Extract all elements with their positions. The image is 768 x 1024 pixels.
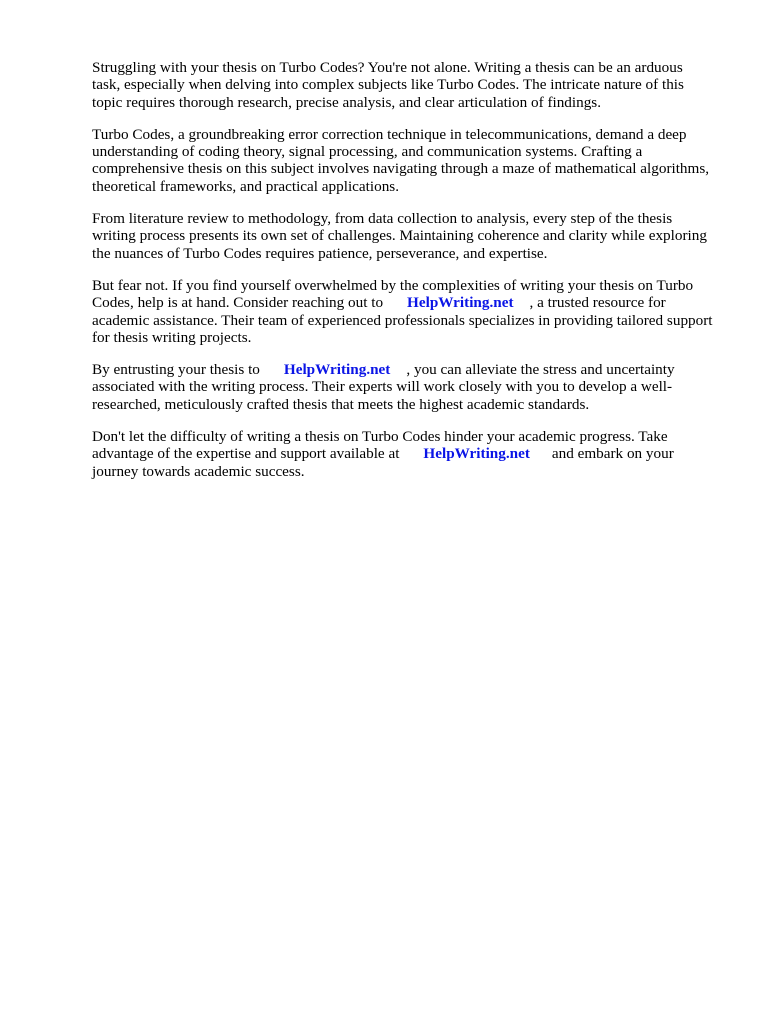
text-line: associated with the writing process. Their experts will work closely with you to develop a well- — [92, 378, 673, 396]
text-line-with-link — [92, 361, 730, 378]
text-segment: By entrusting your thesis to — [92, 361, 260, 379]
text-segment: advantage of the expertise and support available at — [92, 445, 400, 463]
text-line: journey towards academic success. — [92, 462, 305, 480]
paragraph-fear-not — [92, 277, 730, 346]
text-line: for thesis writing projects. — [92, 328, 252, 346]
text-line-with-link — [92, 445, 730, 462]
text-line: From literature review to methodology, from data collection to analysis, every step of the thesis — [92, 210, 673, 228]
text-line: topic requires thorough research, precise analysis, and clear articulation of findings. — [92, 93, 602, 111]
text-line: Don't let the difficulty of writing a thesis on Turbo Codes hinder your academic progress. Take — [92, 428, 668, 446]
text-segment: , a trusted resource for — [529, 294, 666, 312]
text-line-with-link — [92, 294, 730, 311]
text-line: task, especially when delving into complex subjects like Turbo Codes. The intricate nature of this — [92, 76, 684, 94]
text-line: the nuances of Turbo Codes requires patience, perseverance, and expertise. — [92, 244, 548, 262]
text-line: Turbo Codes, a groundbreaking error correction technique in telecommunications, demand a deep — [92, 125, 687, 143]
text-line: understanding of coding theory, signal processing, and communication systems. Crafting a — [92, 143, 643, 161]
helpwriting-link[interactable]: HelpWriting.net — [423, 445, 530, 463]
text-line: researched, meticulously crafted thesis that meets the highest academic standards. — [92, 395, 590, 413]
paragraph-entrusting — [92, 361, 730, 413]
helpwriting-link[interactable]: HelpWriting.net — [407, 294, 514, 312]
text-segment: and embark on your — [551, 445, 674, 463]
text-line: But fear not. If you find yourself overwhelmed by the complexities of writing your thesis on Turbo — [92, 276, 694, 294]
text-segment: , you can alleviate the stress and uncertainty — [406, 361, 675, 379]
paragraph-intro — [92, 59, 730, 111]
text-line: theoretical frameworks, and practical applications. — [92, 177, 399, 195]
text-line: Struggling with your thesis on Turbo Codes? You're not alone. Writing a thesis can be an arduous — [92, 59, 683, 76]
paragraph-closing — [92, 428, 730, 480]
text-line: academic assistance. Their team of experienced professionals specializes in providing tailored support — [92, 311, 713, 329]
paragraph-process — [92, 210, 730, 262]
text-segment: Codes, help is at hand. Consider reaching out to — [92, 294, 384, 312]
text-line: writing process presents its own set of challenges. Maintaining coherence and clarity while exploring — [92, 227, 707, 245]
paragraph-turbo-codes — [92, 126, 730, 195]
text-line: comprehensive thesis on this subject involves navigating through a maze of mathematical algorithms, — [92, 160, 710, 178]
helpwriting-link[interactable]: HelpWriting.net — [283, 361, 391, 379]
